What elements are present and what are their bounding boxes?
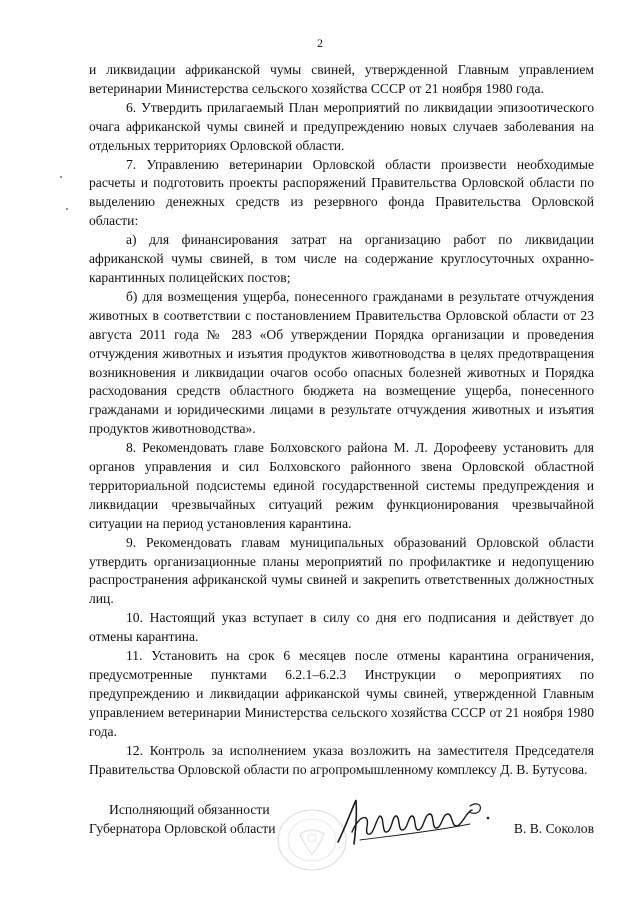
document-body bbox=[89, 61, 594, 779]
paragraph-item-9: 9. Рекомендовать главам муниципальных образований Орловской области утвердить организационные планы мероприятий по профилактике и недопущению распространения африканской чумы свиней и закрепить ответственных должностных лиц. bbox=[89, 534, 594, 607]
page-number: 2 bbox=[317, 36, 323, 50]
paragraph-continuation: и ликвидации африканской чумы свиней, утвержденной Главным управлением ветеринарии Министерства сельского хозяйства СССР от 21 ноября 1980 года. bbox=[89, 62, 594, 96]
signer-title bbox=[89, 800, 275, 838]
handwritten-signature bbox=[330, 792, 500, 852]
scan-speck bbox=[66, 208, 68, 210]
paragraph-item-7a: а) для финансирования затрат на организацию работ по ликвидации африканской чумы свиней, в том числе на содержание круглосуточных охранно-карантинных полицейских постов; bbox=[89, 232, 594, 285]
paragraph-item-7: 7. Управлению ветеринарии Орловской области произвести необходимые расчеты и подготовить проекты распоряжений Правительства Орловской области по выделению денежных средств из резервного фонда Правительства Орловской области: bbox=[89, 156, 594, 229]
paragraph-item-6: 6. Утвердить прилагаемый План мероприятий по ликвидации эпизоотического очага африканской чумы свиней и предупреждению новых случаев заболевания на отдельных территориях Орловской области. bbox=[89, 99, 594, 153]
paragraph-item-10: 10. Настоящий указ вступает в силу со дня его подписания и действует до отмены карантина. bbox=[89, 610, 594, 645]
paragraph-item-8: 8. Рекомендовать главе Болховского района М. Л. Дорофееву установить для органов управления и сил Болховского районного звена Орловской областной территориальной подсистемы единой государственной системы предупреждения и ликвидации чрезвычайных ситуаций режим функционирования чрезвычайной ситуации на период установления карантина. bbox=[89, 440, 594, 531]
signer-name: В. В. Соколов bbox=[513, 821, 594, 836]
scan-speck bbox=[60, 176, 62, 178]
signer-title-line2: Губернатора Орловской области bbox=[89, 821, 276, 836]
paragraph-item-7b: б) для возмещения ущерба, понесенного гражданами в результате отчуждения животных в соответствии с постановлением Правительства Орловской области от 23 августа 2011 года № 283 «Об утверждении Порядка организации и проведения отчуждения животных и изъятия продуктов животноводства в целях предотвращения возникновения и ликвидации очагов особо опасных болезней животных и Порядка расходования средств областного бюджета на возмещение ущерба, понесенного гражданами и юридическими лицами в результате отчуждения животных и изъятия продуктов животноводства». bbox=[89, 288, 594, 437]
signature-block bbox=[0, 800, 640, 880]
paragraph-item-11: 11. Установить на срок 6 месяцев после отмены карантина ограничения, предусмотренные пунктами 6.2.1–6.2.3 Инструкции о мероприятиях по предупреждению и ликвидации африканской чумы свиней, утвержденной Главным управлением ветеринарии Министерства сельского хозяйства СССР от 21 ноября 1980 года. bbox=[89, 648, 594, 739]
signer-title-line1: Исполняющий обязанности bbox=[109, 802, 270, 817]
paragraph-item-12: 12. Контроль за исполнением указа возложить на заместителя Председателя Правительства Орловской области по агропромышленному комплексу Д. В. Бутусова. bbox=[89, 742, 594, 777]
